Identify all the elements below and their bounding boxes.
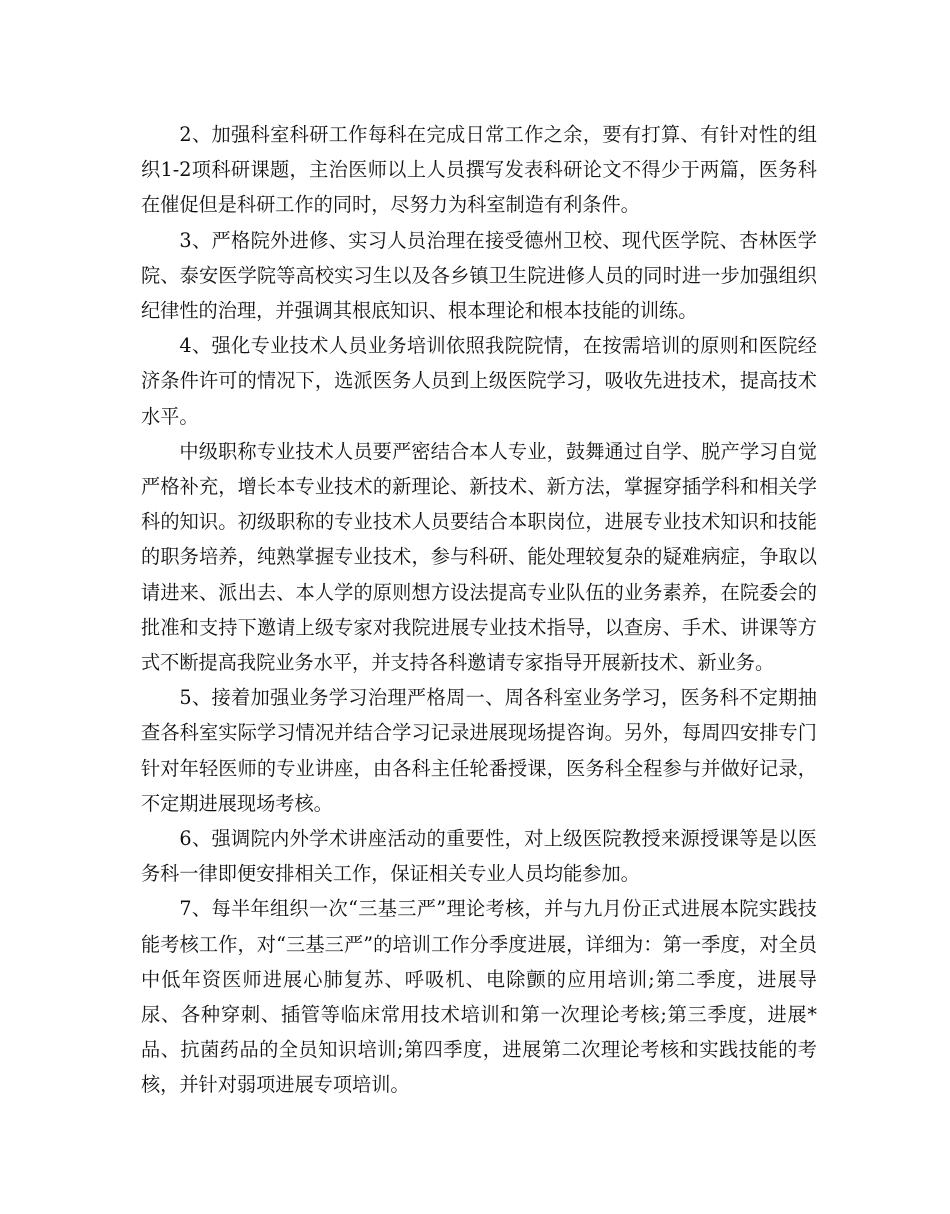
paragraph-item-6: 6、强调院内外学术讲座活动的重要性，对上级医院教授来源授课等是以医务科一律即便安排相关工作，保证相关专业人员均能参加。 [141,827,817,886]
paragraph-item-2: 2、加强科室科研工作每科在完成日常工作之余，要有打算、有针对性的组织1-2项科研课题，主治医师以上人员撰写发表科研论文不得少于两篇，医务科在催促但是科研工作的同时，尽努力为科室制造有利条件。 [141,123,817,217]
paragraph-item-5: 5、接着加强业务学习治理严格周一、周各科室业务学习，医务科不定期抽查各科室实际学习情况并结合学习记录进展现场提咨询。另外，每周四安排专门针对年轻医师的专业讲座，由各科主任轮番授课，医务科全程参与并做好记录，不定期进展现场考核。 [141,686,817,815]
paragraph-intermediate-staff: 中级职称专业技术人员要严密结合本人专业，鼓舞通过自学、脱产学习自觉严格补充，增长本专业技术的新理论、新技术、新方法，掌握穿插学科和相关学科的知识。初级职称的专业技术人员要结合本职岗位，进展专业技术知识和技能的职务培养，纯熟掌握专业技术，参与科研、能处理较复杂的疑难病症，争取以请进来、派出去、本人学的原则想方设法提高专业队伍的业务素养，在院委会的批准和支持下邀请上级专家对我院进展专业技术指导，以查房、手术、讲课等方式不断提高我院业务水平，并支持各科邀请专家指导开展新技术、新业务。 [141,439,817,675]
paragraph-item-4: 4、强化专业技术人员业务培训依照我院院情，在按需培训的原则和医院经济条件许可的情况下，选派医务人员到上级医院学习，吸收先进技术，提高技术水平。 [141,334,817,428]
paragraph-item-3: 3、严格院外进修、实习人员治理在接受德州卫校、现代医学院、杏林医学院、泰安医学院等高校实习生以及各乡镇卫生院进修人员的同时进一步加强组织纪律性的治理，并强调其根底知识、根本理论和根本技能的训练。 [141,228,817,323]
paragraph-item-7: 7、每半年组织一次“三基三严”理论考核，并与九月份正式进展本院实践技能考核工作，对“三基三严”的培训工作分季度进展，详细为：第一季度，对全员中低年资医师进展心肺复苏、呼吸机、电除颤的应用培训;第二季度，进展导尿、各种穿刺、插管等临床常用技术培训和第一次理论考核;第三季度，进展*品、抗菌药品的全员知识培训;第四季度，进展第二次理论考核和实践技能的考核，并针对弱项进展专项培训。 [141,897,817,1097]
document-body [141,117,817,1103]
